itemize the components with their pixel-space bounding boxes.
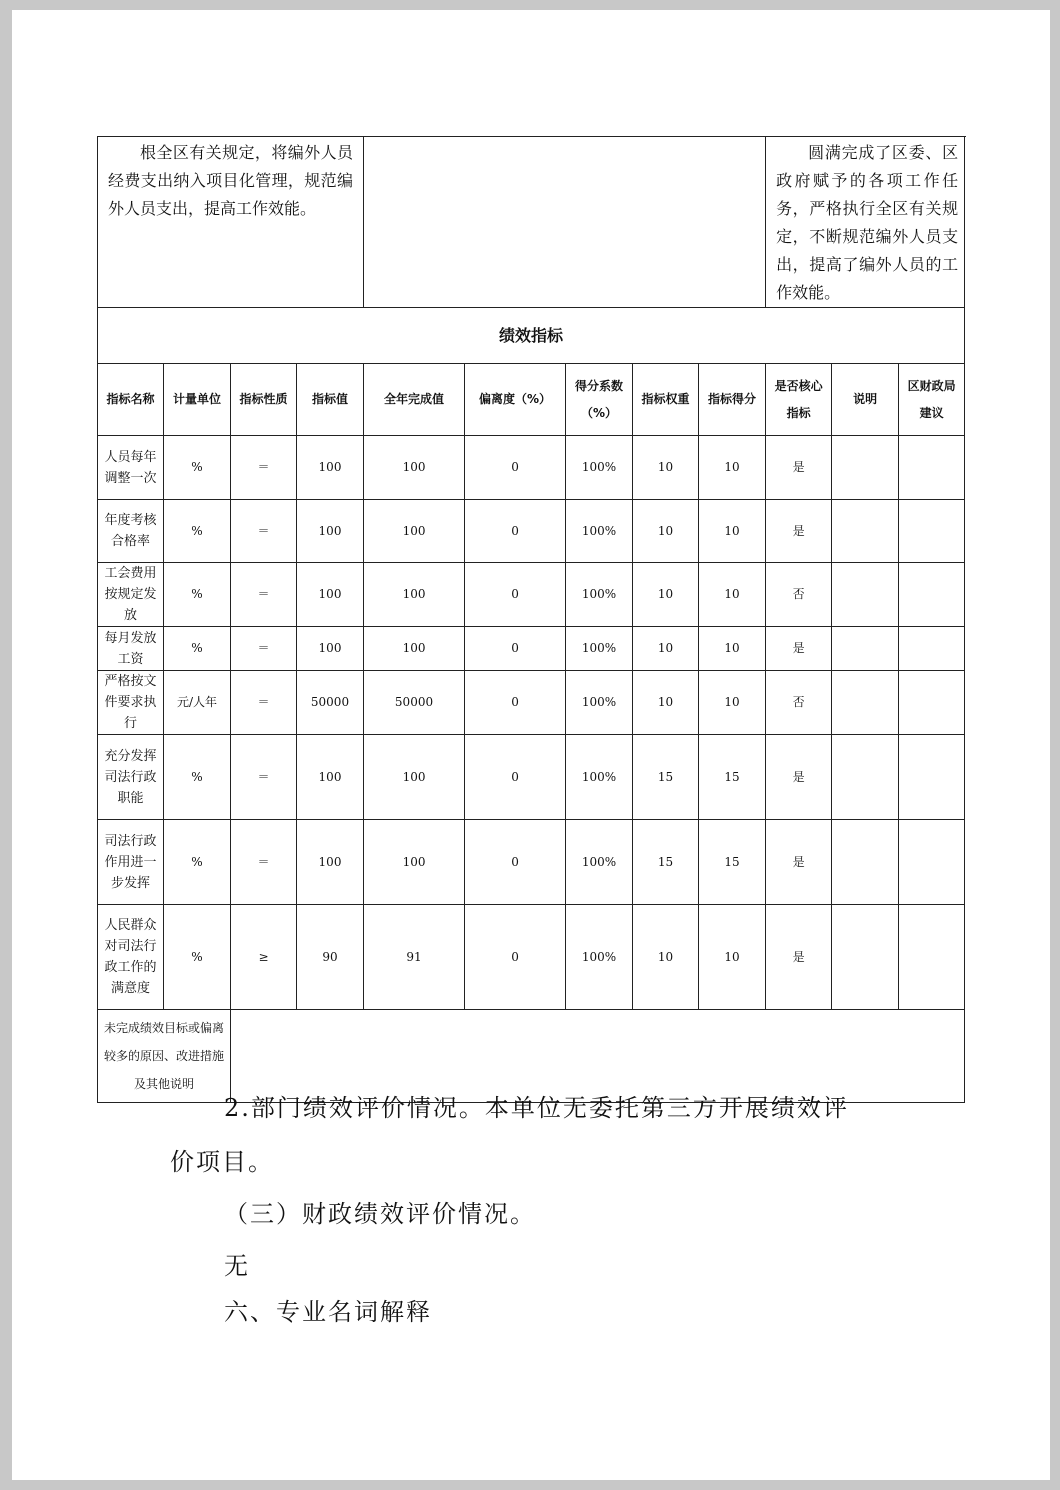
cell-target: 100 — [297, 735, 364, 820]
performance-table — [97, 136, 965, 1103]
cell-weight: 15 — [633, 820, 699, 905]
cell-core: 是 — [766, 500, 832, 563]
cell-deviation: 0 — [465, 905, 566, 1010]
cell-core: 否 — [766, 671, 832, 735]
cell-score: 10 — [699, 671, 766, 735]
cell-name: 充分发挥司法行政职能 — [98, 735, 164, 820]
cell-score: 10 — [699, 436, 766, 500]
cell-coef: 100% — [566, 500, 633, 563]
cell-name: 司法行政作用进一步发挥 — [98, 820, 164, 905]
cell-nature: ＝ — [231, 563, 297, 627]
paragraph-line — [170, 1142, 274, 1177]
cell-nature: ＝ — [231, 735, 297, 820]
cell-advice — [899, 905, 965, 1010]
cell-nature: ＝ — [231, 500, 297, 563]
cell-note — [832, 820, 899, 905]
cell-note — [832, 735, 899, 820]
column-header: 计量单位 — [164, 364, 231, 436]
cell-advice — [899, 436, 965, 500]
cell-note — [832, 563, 899, 627]
cell-nature: ＝ — [231, 671, 297, 735]
cell-nature: ＝ — [231, 627, 297, 671]
cell-target: 50000 — [297, 671, 364, 735]
cell-deviation: 0 — [465, 671, 566, 735]
heading-terms: 六、专业名词解释 — [224, 1298, 432, 1326]
cell-actual: 100 — [364, 820, 465, 905]
cell-nature: ≥ — [231, 905, 297, 1010]
cell-deviation: 0 — [465, 563, 566, 627]
cell-nature: ＝ — [231, 436, 297, 500]
cell-weight: 10 — [633, 671, 699, 735]
cell-name: 人员每年调整一次 — [98, 436, 164, 500]
cell-score: 15 — [699, 735, 766, 820]
column-header: 得分系数（%） — [566, 364, 633, 436]
cell-unit: % — [164, 735, 231, 820]
cell-deviation: 0 — [465, 500, 566, 563]
cell-note — [832, 905, 899, 1010]
column-header: 是否核心指标 — [766, 364, 832, 436]
summary-row — [98, 137, 965, 308]
column-header: 区财政局建议 — [899, 364, 965, 436]
cell-weight: 10 — [633, 563, 699, 627]
cell-unit: 元/人年 — [164, 671, 231, 735]
cell-name: 工会费用按规定发放 — [98, 563, 164, 627]
footer-label: 未完成绩效目标或偏离较多的原因、改进措施及其他说明 — [98, 1010, 231, 1103]
section-title: 绩效指标 — [98, 308, 965, 364]
cell-target: 100 — [297, 436, 364, 500]
paragraph-line — [224, 1088, 849, 1123]
cell-score: 10 — [699, 500, 766, 563]
cell-coef: 100% — [566, 820, 633, 905]
section-title-row — [98, 308, 965, 364]
cell-coef: 100% — [566, 563, 633, 627]
cell-target: 100 — [297, 820, 364, 905]
table-row — [98, 735, 965, 820]
cell-unit: % — [164, 563, 231, 627]
cell-coef: 100% — [566, 627, 633, 671]
cell-actual: 100 — [364, 563, 465, 627]
cell-target: 100 — [297, 627, 364, 671]
cell-note — [832, 627, 899, 671]
cell-nature: ＝ — [231, 820, 297, 905]
completion-text: 圆满完成了区委、区政府赋予的各项工作任务，严格执行全区有关规定，不断规范编外人员支出，提高了编外人员的工作效能。 — [766, 137, 965, 308]
middle-cell — [364, 137, 766, 308]
cell-name: 人民群众对司法行政工作的满意度 — [98, 905, 164, 1010]
column-header: 偏离度（%） — [465, 364, 566, 436]
cell-target: 90 — [297, 905, 364, 1010]
cell-actual: 100 — [364, 735, 465, 820]
cell-score: 10 — [699, 563, 766, 627]
table-row — [98, 436, 965, 500]
cell-weight: 10 — [633, 905, 699, 1010]
cell-core: 是 — [766, 436, 832, 500]
table-row — [98, 563, 965, 627]
cell-coef: 100% — [566, 905, 633, 1010]
cell-advice — [899, 500, 965, 563]
cell-target: 100 — [297, 500, 364, 563]
table-body — [98, 436, 965, 1010]
cell-actual: 50000 — [364, 671, 465, 735]
cell-core: 是 — [766, 820, 832, 905]
cell-name: 年度考核合格率 — [98, 500, 164, 563]
paragraph-dept-evaluation-cont: 价项目。 — [170, 1148, 274, 1176]
cell-weight: 10 — [633, 627, 699, 671]
cell-weight: 15 — [633, 735, 699, 820]
cell-note — [832, 436, 899, 500]
cell-core: 是 — [766, 735, 832, 820]
cell-deviation: 0 — [465, 735, 566, 820]
cell-name: 严格按文件要求执行 — [98, 671, 164, 735]
cell-advice — [899, 627, 965, 671]
cell-unit: % — [164, 500, 231, 563]
annual-goal-text: 根全区有关规定，将编外人员经费支出纳入项目化管理，规范编外人员支出，提高工作效能。 — [98, 137, 364, 308]
cell-score: 10 — [699, 627, 766, 671]
cell-advice — [899, 820, 965, 905]
cell-coef: 100% — [566, 671, 633, 735]
cell-actual: 100 — [364, 627, 465, 671]
subheading-finance-evaluation: （三）财政绩效评价情况。 — [224, 1200, 536, 1228]
column-header: 指标性质 — [231, 364, 297, 436]
column-header: 说明 — [832, 364, 899, 436]
cell-weight: 10 — [633, 436, 699, 500]
cell-score: 15 — [699, 820, 766, 905]
column-header: 全年完成值 — [364, 364, 465, 436]
column-header: 指标名称 — [98, 364, 164, 436]
cell-note — [832, 500, 899, 563]
table-row — [98, 627, 965, 671]
table-row — [98, 905, 965, 1010]
table-row — [98, 671, 965, 735]
cell-actual: 100 — [364, 500, 465, 563]
cell-unit: % — [164, 905, 231, 1010]
cell-unit: % — [164, 820, 231, 905]
cell-actual: 100 — [364, 436, 465, 500]
column-header: 指标值 — [297, 364, 364, 436]
column-header: 指标权重 — [633, 364, 699, 436]
column-header: 指标得分 — [699, 364, 766, 436]
cell-unit: % — [164, 627, 231, 671]
table-row — [98, 820, 965, 905]
document-page — [12, 10, 1050, 1480]
cell-weight: 10 — [633, 500, 699, 563]
header-row — [98, 364, 965, 436]
cell-advice — [899, 563, 965, 627]
cell-coef: 100% — [566, 735, 633, 820]
paragraph-dept-evaluation: 2.部门绩效评价情况。本单位无委托第三方开展绩效评 — [224, 1094, 849, 1122]
cell-advice — [899, 735, 965, 820]
cell-deviation: 0 — [465, 820, 566, 905]
cell-score: 10 — [699, 905, 766, 1010]
paragraph-none: 无 — [224, 1252, 250, 1280]
cell-note — [832, 671, 899, 735]
table-row — [98, 500, 965, 563]
cell-unit: % — [164, 436, 231, 500]
cell-core: 是 — [766, 905, 832, 1010]
cell-advice — [899, 671, 965, 735]
cell-coef: 100% — [566, 436, 633, 500]
cell-name: 每月发放工资 — [98, 627, 164, 671]
cell-deviation: 0 — [465, 436, 566, 500]
cell-core: 是 — [766, 627, 832, 671]
cell-core: 否 — [766, 563, 832, 627]
cell-actual: 91 — [364, 905, 465, 1010]
cell-deviation: 0 — [465, 627, 566, 671]
cell-target: 100 — [297, 563, 364, 627]
